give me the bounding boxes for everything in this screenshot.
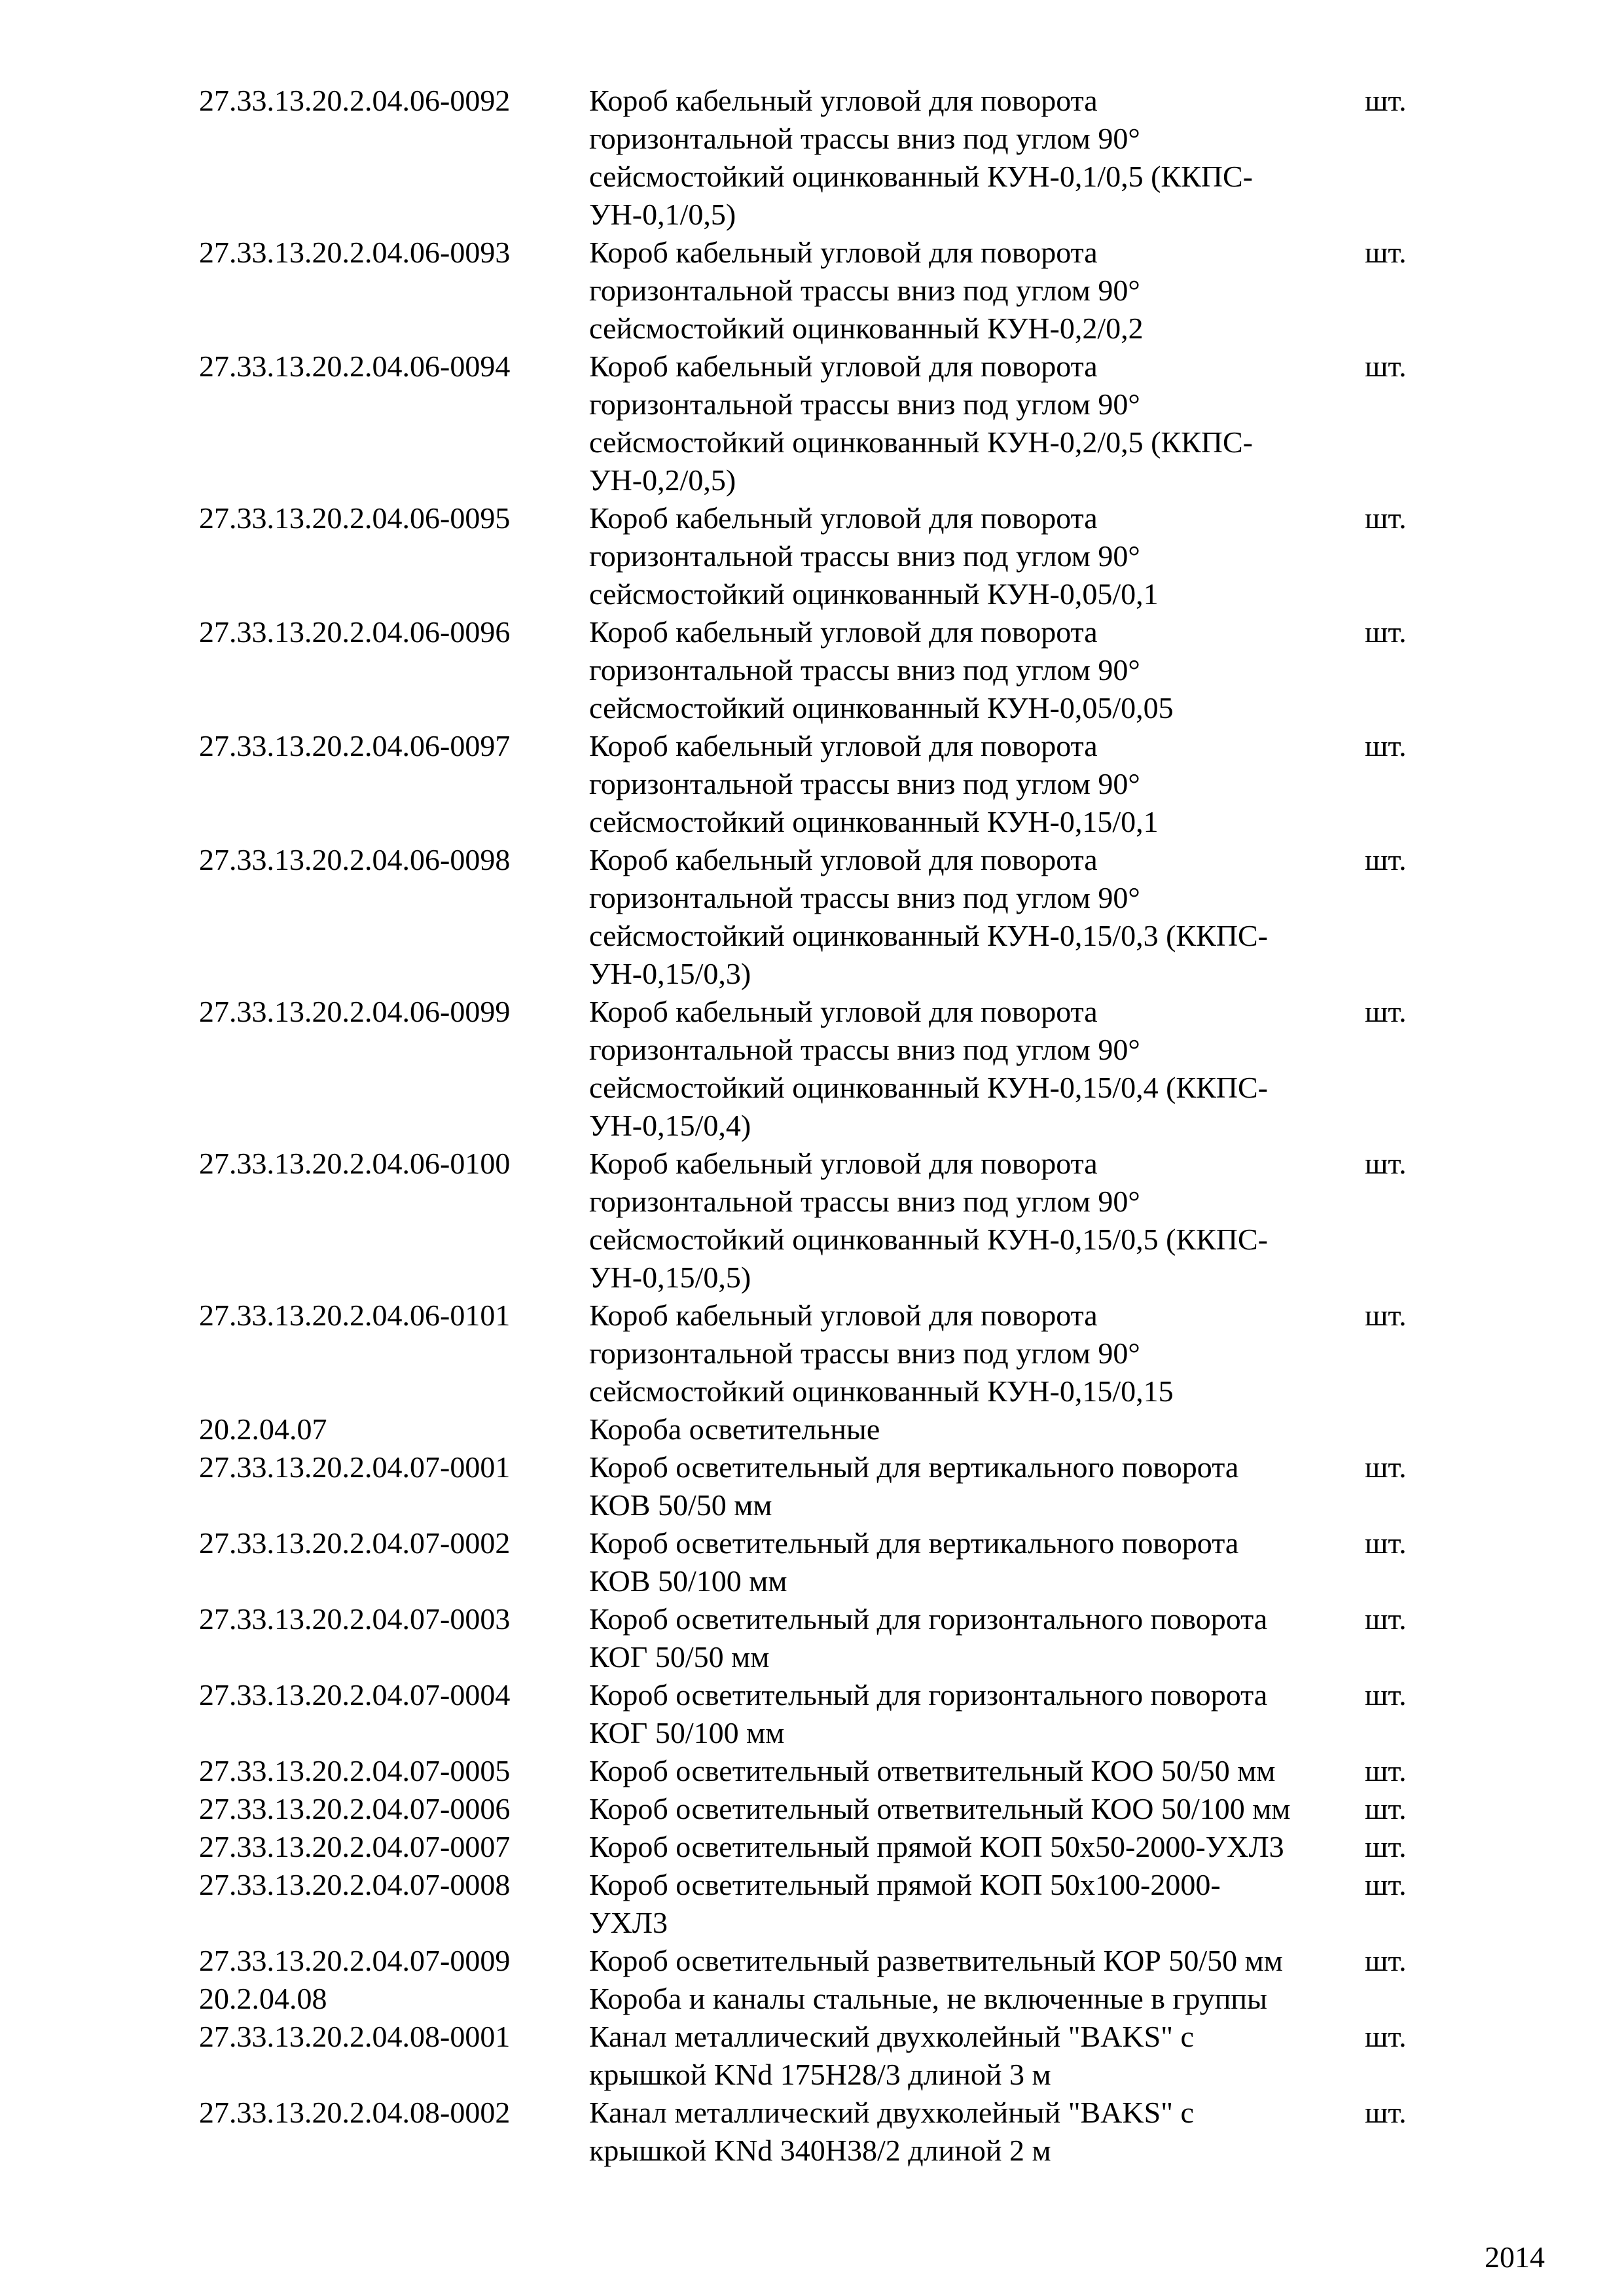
description-line: сейсмостойкий оцинкованный КУН-0,05/0,1 <box>589 577 1159 611</box>
item-code: 27.33.13.20.2.04.07-0005 <box>199 1754 511 1787</box>
description-line: Короб кабельный угловой для поворота <box>589 615 1098 649</box>
catalog-row <box>0 1600 1624 1676</box>
description-line: Короб кабельный угловой для поворота <box>589 236 1098 269</box>
catalog-row <box>0 841 1624 993</box>
description-line: Короб кабельный угловой для поворота <box>589 843 1098 876</box>
description-line: Короб осветительный для вертикального поворота <box>589 1526 1239 1560</box>
description-line: Канал металлический двухколейный "BAKS" с <box>589 2020 1194 2053</box>
item-description <box>589 2018 1194 2094</box>
item-code: 20.2.04.07 <box>199 1412 327 1446</box>
item-unit: шт. <box>1365 501 1407 535</box>
description-line: горизонтальной трассы вниз под углом 90° <box>589 881 1140 914</box>
description-line: Короб кабельный угловой для поворота <box>589 729 1098 762</box>
item-code: 27.33.13.20.2.04.07-0008 <box>199 1868 511 1901</box>
item-code: 27.33.13.20.2.04.07-0003 <box>199 1602 511 1636</box>
item-code: 27.33.13.20.2.04.07-0007 <box>199 1830 511 1863</box>
catalog-row <box>0 234 1624 348</box>
description-line: Короб осветительный для горизонтального поворота <box>589 1602 1268 1636</box>
description-line: Короб кабельный угловой для поворота <box>589 84 1098 117</box>
item-description <box>589 1145 1268 1297</box>
description-line: Короба осветительные <box>589 1412 880 1446</box>
catalog-row <box>0 1145 1624 1297</box>
description-line: сейсмостойкий оцинкованный КУН-0,15/0,15 <box>589 1374 1174 1408</box>
description-line: КОГ 50/50 мм <box>589 1640 770 1674</box>
item-description <box>589 1980 1267 2018</box>
description-line: горизонтальной трассы вниз под углом 90° <box>589 122 1140 155</box>
item-description <box>589 1448 1238 1524</box>
catalog-row <box>0 1790 1624 1828</box>
item-unit: шт. <box>1365 1868 1407 1901</box>
page-number: 2014 <box>1485 2240 1545 2274</box>
item-description <box>589 1410 880 1448</box>
description-line: Короб осветительный для вертикального поворота <box>589 1450 1239 1484</box>
item-description <box>589 727 1159 841</box>
description-line: горизонтальной трассы вниз под углом 90° <box>589 653 1140 687</box>
item-unit: шт. <box>1365 236 1407 269</box>
description-line: УХЛ3 <box>589 1906 668 1939</box>
item-code: 27.33.13.20.2.04.06-0100 <box>199 1147 511 1180</box>
description-line: сейсмостойкий оцинкованный КУН-0,05/0,05 <box>589 691 1174 725</box>
description-line: горизонтальной трассы вниз под углом 90° <box>589 274 1140 307</box>
description-line: сейсмостойкий оцинкованный КУН-0,1/0,5 (ККПС- <box>589 160 1253 193</box>
item-unit: шт. <box>1365 615 1407 649</box>
description-line: Короб осветительный ответвительный КОО 50/100 мм <box>589 1792 1291 1825</box>
catalog-row <box>0 2094 1624 2170</box>
item-description <box>589 82 1253 234</box>
item-code: 27.33.13.20.2.04.08-0002 <box>199 2096 511 2129</box>
description-line: Короб кабельный угловой для поворота <box>589 1299 1098 1332</box>
item-code: 27.33.13.20.2.04.07-0004 <box>199 1678 511 1712</box>
description-line: сейсмостойкий оцинкованный КУН-0,2/0,5 (ККПС- <box>589 425 1253 459</box>
item-unit: шт. <box>1365 1526 1407 1560</box>
item-unit: шт. <box>1365 729 1407 762</box>
catalog-row <box>0 613 1624 727</box>
description-line: сейсмостойкий оцинкованный КУН-0,2/0,2 <box>589 312 1144 345</box>
item-description <box>589 1790 1290 1828</box>
catalog-row <box>0 1524 1624 1600</box>
item-unit: шт. <box>1365 1944 1407 1977</box>
description-line: УН-0,15/0,5) <box>589 1261 751 1294</box>
item-code: 27.33.13.20.2.04.06-0099 <box>199 995 511 1028</box>
description-line: сейсмостойкий оцинкованный КУН-0,15/0,1 <box>589 805 1159 838</box>
item-unit: шт. <box>1365 84 1407 117</box>
description-line: горизонтальной трассы вниз под углом 90° <box>589 539 1140 573</box>
item-unit: шт. <box>1365 1299 1407 1332</box>
item-code: 27.33.13.20.2.04.08-0001 <box>199 2020 511 2053</box>
item-description <box>589 1828 1284 1866</box>
item-code: 27.33.13.20.2.04.06-0098 <box>199 843 511 876</box>
item-unit: шт. <box>1365 1450 1407 1484</box>
catalog-row <box>0 1410 1624 1448</box>
item-code: 27.33.13.20.2.04.06-0095 <box>199 501 511 535</box>
catalog-row <box>0 1828 1624 1866</box>
catalog-row <box>0 727 1624 841</box>
description-line: сейсмостойкий оцинкованный КУН-0,15/0,3 (ККПС- <box>589 919 1268 952</box>
description-line: сейсмостойкий оцинкованный КУН-0,15/0,4 (ККПС- <box>589 1071 1268 1104</box>
item-description <box>589 348 1253 499</box>
catalog-row <box>0 1297 1624 1410</box>
description-line: Короб осветительный прямой КОП 50х50-2000-УХЛ3 <box>589 1830 1284 1863</box>
description-line: крышкой KNd 340H38/2 длиной 2 м <box>589 2134 1051 2167</box>
item-description <box>589 841 1268 993</box>
item-description <box>589 2094 1194 2170</box>
catalog-row <box>0 82 1624 234</box>
description-line: горизонтальной трассы вниз под углом 90° <box>589 1336 1140 1370</box>
description-line: КОВ 50/50 мм <box>589 1488 772 1522</box>
item-description <box>589 993 1268 1145</box>
description-line: Короб осветительный прямой КОП 50х100-2000- <box>589 1868 1221 1901</box>
description-line: горизонтальной трассы вниз под углом 90° <box>589 387 1140 421</box>
item-description <box>589 1297 1174 1410</box>
item-code: 27.33.13.20.2.04.06-0097 <box>199 729 511 762</box>
item-unit: шт. <box>1365 1602 1407 1636</box>
item-description <box>589 613 1174 727</box>
catalog-row <box>0 1942 1624 1980</box>
item-unit: шт. <box>1365 1830 1407 1863</box>
catalog-row <box>0 1866 1624 1942</box>
description-line: КОГ 50/100 мм <box>589 1716 785 1749</box>
description-line: Канал металлический двухколейный "BAKS" с <box>589 2096 1194 2129</box>
description-line: горизонтальной трассы вниз под углом 90° <box>589 1033 1140 1066</box>
catalog-row <box>0 993 1624 1145</box>
item-code: 27.33.13.20.2.04.07-0002 <box>199 1526 511 1560</box>
item-description <box>589 1942 1283 1980</box>
catalog-row <box>0 1752 1624 1790</box>
catalog-row <box>0 2018 1624 2094</box>
item-code: 27.33.13.20.2.04.06-0094 <box>199 350 511 383</box>
catalog-row <box>0 1676 1624 1752</box>
item-unit: шт. <box>1365 2096 1407 2129</box>
item-description <box>589 1676 1267 1752</box>
catalog-row <box>0 1448 1624 1524</box>
catalog-row <box>0 348 1624 499</box>
item-unit: шт. <box>1365 350 1407 383</box>
description-line: УН-0,15/0,3) <box>589 957 751 990</box>
item-description <box>589 1524 1238 1600</box>
description-line: горизонтальной трассы вниз под углом 90° <box>589 1185 1140 1218</box>
description-line: горизонтальной трассы вниз под углом 90° <box>589 767 1140 800</box>
item-unit: шт. <box>1365 995 1407 1028</box>
item-description <box>589 1752 1275 1790</box>
item-code: 27.33.13.20.2.04.06-0093 <box>199 236 511 269</box>
description-line: Короб кабельный угловой для поворота <box>589 1147 1098 1180</box>
description-line: Короб осветительный разветвительный КОР 50/50 мм <box>589 1944 1283 1977</box>
catalog-row <box>0 499 1624 613</box>
item-code: 27.33.13.20.2.04.06-0096 <box>199 615 511 649</box>
description-line: УН-0,1/0,5) <box>589 198 736 231</box>
item-description <box>589 1866 1221 1942</box>
description-line: крышкой KNd 175H28/3 длиной 3 м <box>589 2058 1051 2091</box>
item-code: 27.33.13.20.2.04.07-0006 <box>199 1792 511 1825</box>
item-code: 27.33.13.20.2.04.07-0001 <box>199 1450 511 1484</box>
description-line: Короба и каналы стальные, не включенные в группы <box>589 1982 1267 2015</box>
description-line: УН-0,15/0,4) <box>589 1109 751 1142</box>
item-code: 27.33.13.20.2.04.07-0009 <box>199 1944 511 1977</box>
description-line: Короб кабельный угловой для поворота <box>589 995 1098 1028</box>
item-code: 27.33.13.20.2.04.06-0092 <box>199 84 511 117</box>
item-unit: шт. <box>1365 1147 1407 1180</box>
item-unit: шт. <box>1365 843 1407 876</box>
description-line: КОВ 50/100 мм <box>589 1564 787 1598</box>
description-line: УН-0,2/0,5) <box>589 463 736 497</box>
item-description <box>589 1600 1267 1676</box>
description-line: сейсмостойкий оцинкованный КУН-0,15/0,5 (ККПС- <box>589 1223 1268 1256</box>
item-unit: шт. <box>1365 2020 1407 2053</box>
item-description <box>589 499 1159 613</box>
item-unit: шт. <box>1365 1754 1407 1787</box>
item-unit: шт. <box>1365 1678 1407 1712</box>
description-line: Короб кабельный угловой для поворота <box>589 350 1098 383</box>
item-code: 27.33.13.20.2.04.06-0101 <box>199 1299 511 1332</box>
catalog-row <box>0 1980 1624 2018</box>
description-line: Короб осветительный ответвительный КОО 50/50 мм <box>589 1754 1276 1787</box>
description-line: Короб кабельный угловой для поворота <box>589 501 1098 535</box>
description-line: Короб осветительный для горизонтального поворота <box>589 1678 1268 1712</box>
item-unit: шт. <box>1365 1792 1407 1825</box>
item-code: 20.2.04.08 <box>199 1982 327 2015</box>
item-description <box>589 234 1144 348</box>
